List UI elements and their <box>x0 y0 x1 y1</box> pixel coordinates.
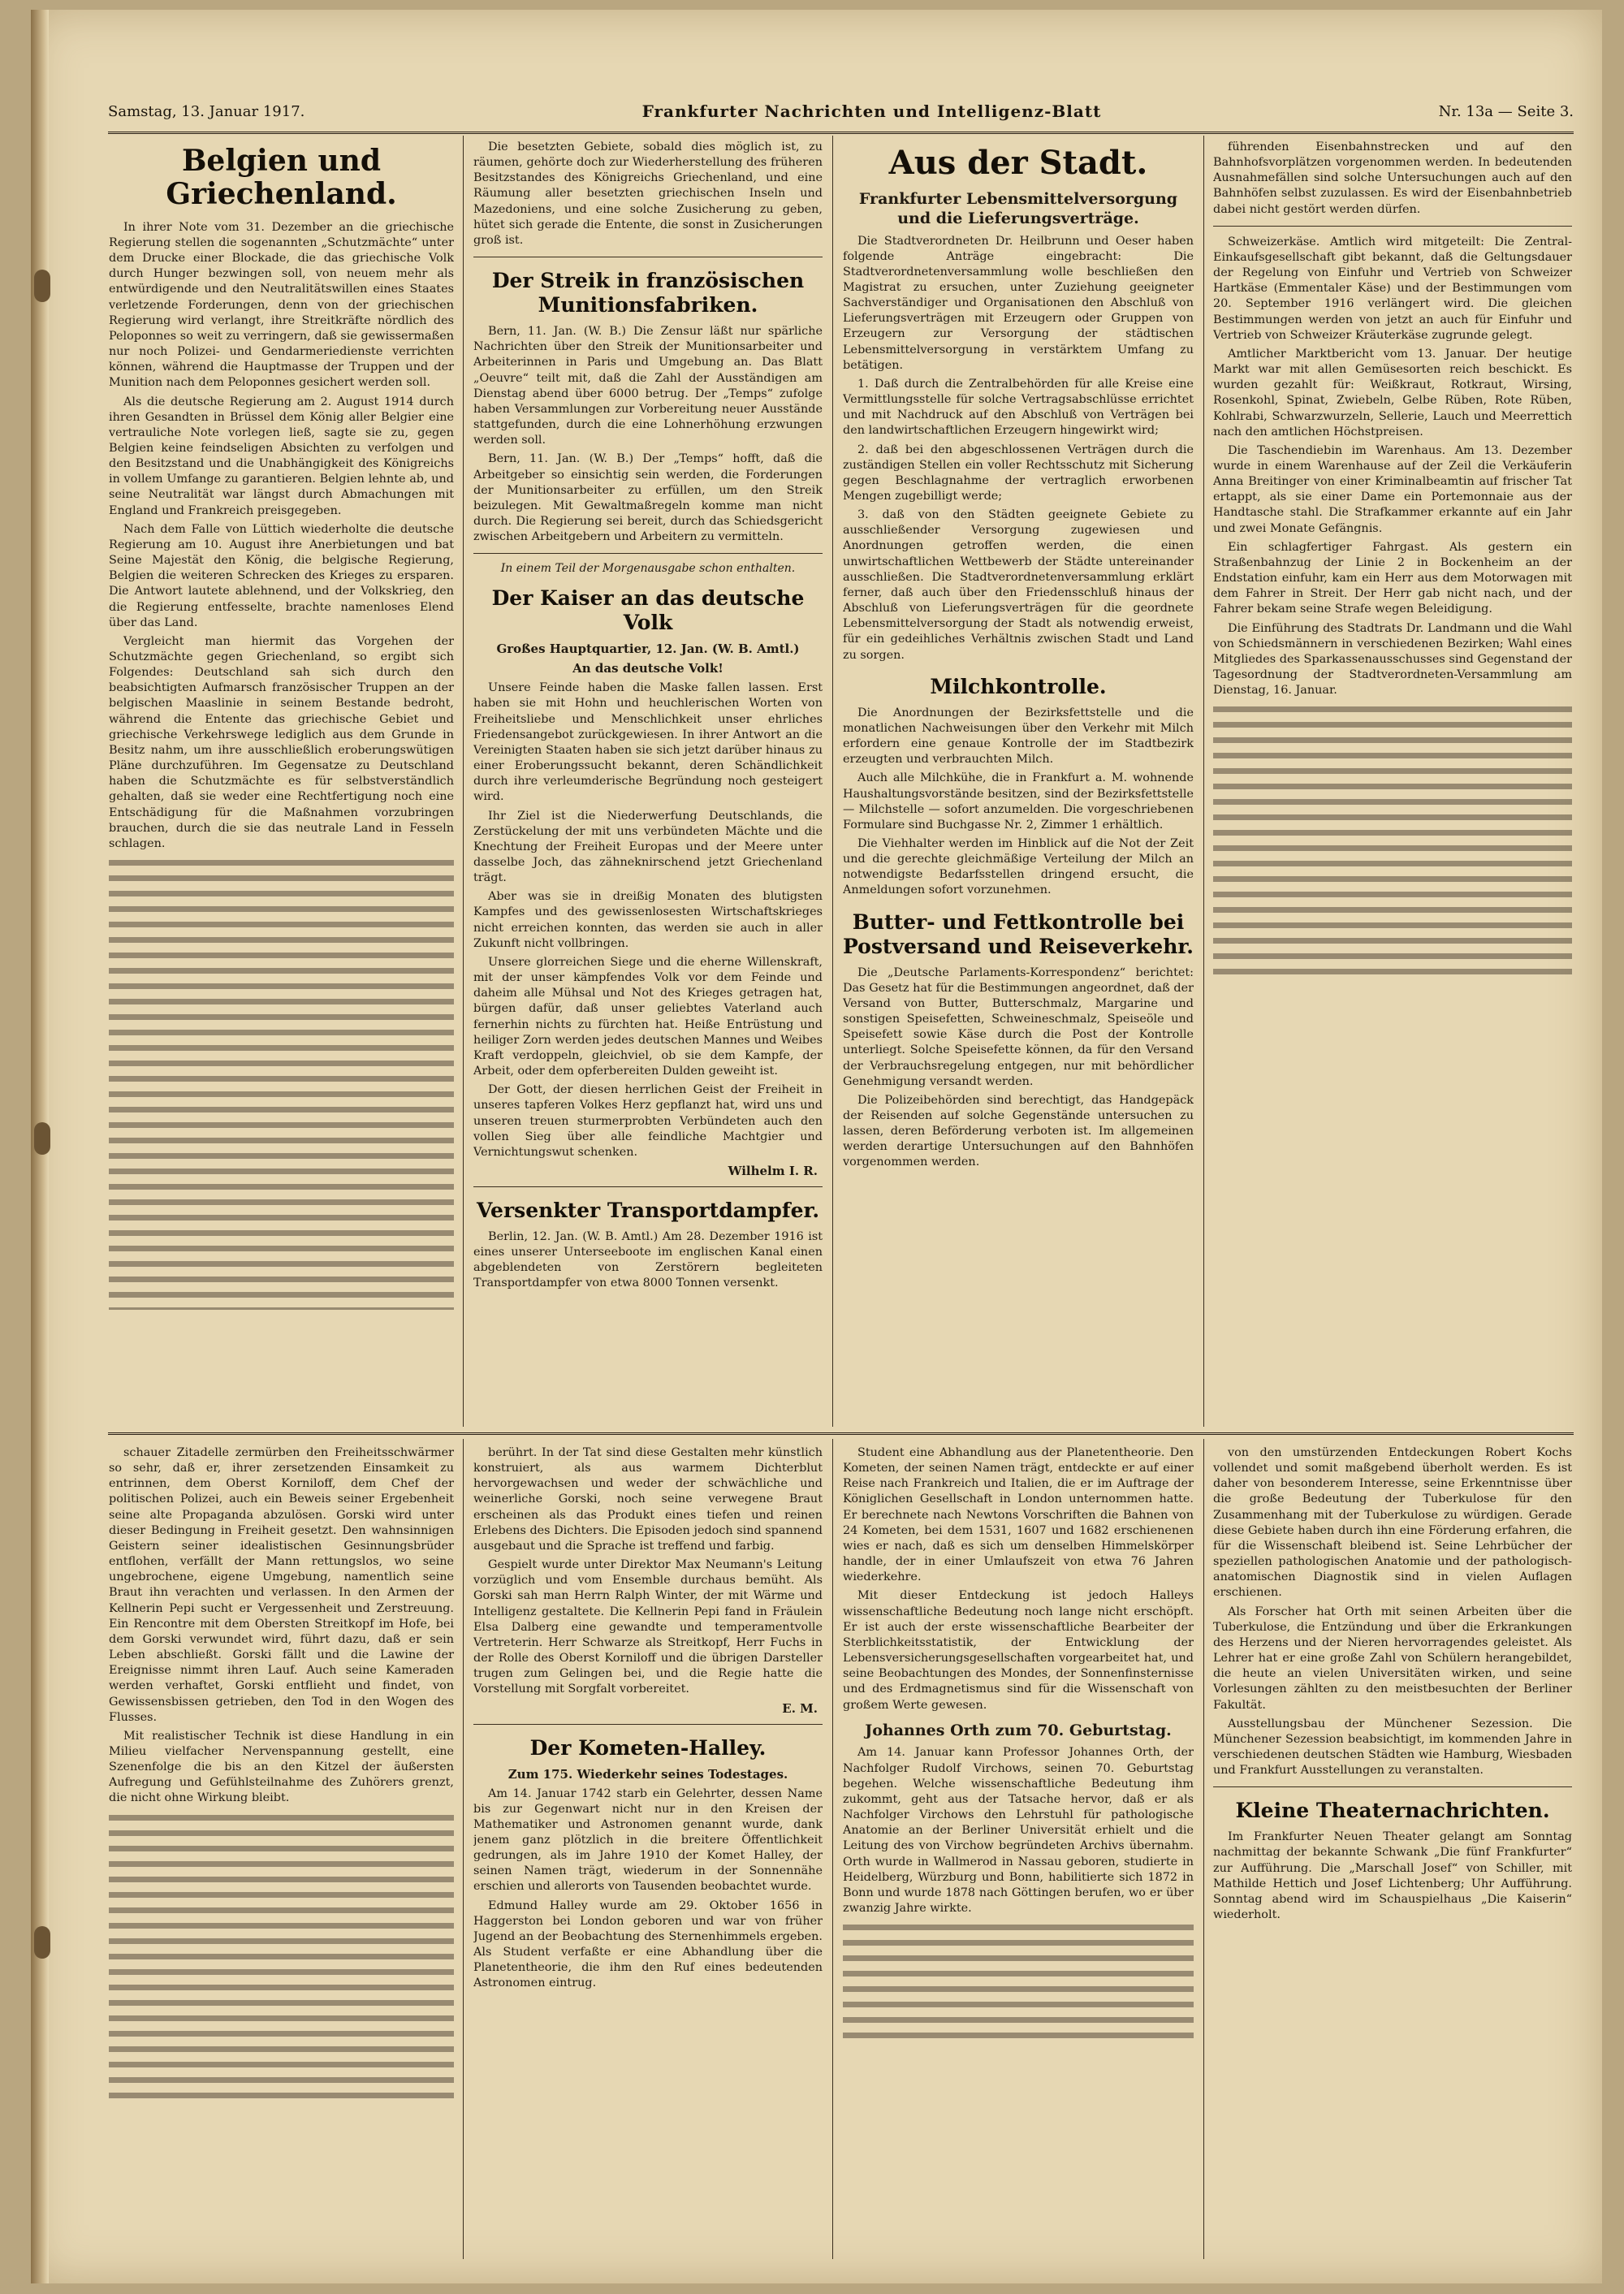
paragraph: Bern, 11. Jan. (W. B.) Die Zensur läßt nur spärliche Nachrichten über den Streik der Munitionsarbeiter und Arbeiterinnen in Paris und Umgebung an. Das Blatt „Oeuvre“ teilt mit, daß die Zahl der Ausständigen am Dienstag abend über 6000 betrug. Der „Temps“ zufolge haben Versammlungen zur Vorbereitung neuer Ausstände stattgefunden, durch die eine Lohnerhöhung erzwungen werden soll. <box>473 325 823 447</box>
paragraph: von den umstürzenden Entdeckungen Robert Kochs vollendet und somit maßgebend überholt werden. Es ist daher von besonderem Interesse, seine Erkenntnisse über die große Bedeutung der Tuberkulose für den Zusammenhang mit der Tuberkulose zu würdigen. Gerade diese Gebiete haben durch ihn eine Förderung erfahren, die für die Wissenschaft bleibend ist. Seine Lehrbücher der speziellen pathologischen Anatomie und der pathologisch-anatomischen Diagnostik sind in vielen Auflagen erschienen. <box>1213 1446 1572 1600</box>
headline-stadt: Aus der Stadt. <box>888 144 1148 182</box>
newspaper-title: Frankfurter Nachrichten und Intelligenz-Blatt <box>641 102 1102 121</box>
paragraph: Am 14. Januar kann Professor Johannes Orth, der Nachfolger Rudolf Virchows, seinen 70. Geburtstag begehen. Welche wissenschaftliche Bedeutung ihm zukommt, geht aus der Tatsache hervor, daß er als Nachfolger Virchows den Lehrstuhl für pathologische Anatomie an der Berliner Universität erhielt und die Leitung des von Virchow begründeten Archivs übernahm. Orth wurde in Wallmerod in Nassau geboren, studierte in Heidelberg, Würzburg und Bonn, habilitierte sich 1872 in Bonn und wurde 1878 nach Göttingen berufen, wo er über zwanzig Jahre wirkte. <box>843 1746 1194 1915</box>
feuilleton-column-4 <box>1213 1445 1572 2257</box>
paragraph: schauer Zitadelle zermürben den Freiheitsschwärmer so sehr, daß er, ihrer zersetzenden Einsamkeit zu entrinnen, dem Oberst Korniloff, dem Chef der politischen Polizei, auch ein Beweis seiner Ergebenheit seine alte Propaganda abzulösen. Gorski wird unter dieser Bedingung in Freiheit gesetzt. Den wahnsinnigen Geistern seiner idealistischen Gesinnungsbrüder entflohen, verfällt der Mann rettungslos, wo seine ungebrochene, eigene Umgebung, namentlich seine Braut ihn verachten und verlassen. In den Armen der Kellnerin Pepi sucht er Vergessenheit und Zerstreuung. Ein Rencontre mit dem Obersten Streitkopf im Hofe, bei dem Gorski verwundet wird, führt dazu, daß er sein Leben abschließt. Gorski fällt und die Lawine der Ereignisse nimmt ihren Lauf. Auch seine Kameraden werden verhaftet, Gorski entflieht und findet, von Gewissensbissen getrieben, den Tod in den Wogen des Flusses. <box>109 1446 454 1724</box>
text-block <box>843 1920 1194 2041</box>
binding-hole <box>34 270 50 302</box>
paragraph: Berlin, 12. Jan. (W. B. Amtl.) Am 28. Dezember 1916 ist eines unserer Unterseeboote im englischen Kanal einen abgeblendeten von Zerstörern begleiteten Transportdampfer von etwa 8000 Tonnen versenkt. <box>473 1229 823 1290</box>
binding-hole <box>34 1926 50 1959</box>
paragraph: Nach dem Falle von Lüttich wiederholte die deutsche Regierung am 10. August ihre Anerbietungen und bat Seine Majestät den König, die belgische Regierung, Belgien die weiteren Schrecken des Krieges zu ersparen. Die Antwort lautete ablehnend, und der Volkskrieg, den die Regierung entfesselte, brachte namenloses Elend über das Land. <box>109 522 454 629</box>
paragraph: Schweizerkäse. Amtlich wird mitgeteilt: Die Zentral-Einkaufsgesellschaft gibt bekannt, daß die Geltungsdauer der Regelung von Einfuhr und Vertrieb von Schweizer Hartkäse (Emmentaler Käse) und der Bestimmungen vom 20. September 1916 verlängert wird. Die gleichen Bestimmungen werden von jetzt an auch für Einfuhr und Vertrieb von Schweizer Kräuterkäse zugrunde gelegt. <box>1213 235 1572 342</box>
paragraph: Die Anordnungen der Bezirksfettstelle und die monatlichen Nachweisungen über den Verkehr mit Milch erfordern eine genaue Kontrolle der im Stadtbezirk erzeugten und verbrauchten Milch. <box>843 706 1194 767</box>
feuilleton-column-2 <box>473 1445 823 2257</box>
column-4 <box>1213 140 1572 1423</box>
paragraph: Student eine Abhandlung aus der Planetentheorie. Den Kometen, der seinen Namen trägt, entdeckte er auf einer Reise nach Frankreich und Italien, die er im Auftrage der Königlichen Gesellschaft in London unternommen hatte. Er berechnete nach Newtons Vorschriften die Bahnen von 24 Kometen, bei dem 1531, 1607 und 1682 erschienenen wies er nach, daß es sich um denselben Himmelskörper handle, der in einer Umlaufszeit von etwa 76 Jahren wiederkehre. <box>843 1446 1194 1584</box>
column-1 <box>109 140 454 1423</box>
paragraph: Im Frankfurter Neuen Theater gelangt am Sonntag nachmittag der bekannte Schwank „Die fünf Frankfurter“ zur Aufführung. Die „Marschall Josef“ von Schiller, mit Mathilde Hettich und Josef Lichtenberg; Uhr Aufführung. Sonntag abend wird im Schauspielhaus „Die Kaiserin“ wiederholt. <box>1213 1830 1572 1922</box>
paragraph: Ein schlagfertiger Fahrgast. Als gestern ein Straßenbahnzug der Linie 2 in Bockenheim an der Endstation einfuhr, kam ein Herr aus dem Motorwagen mit dem Fahrer in Streit. Der Herr gab nicht nach, und der Fahrer bekam seine Strafe wegen Beleidigung. <box>1213 540 1572 616</box>
headline-transportdampfer: Versenkter Transportdampfer. <box>476 1198 820 1222</box>
paragraph: Die Einführung des Stadtrats Dr. Landmann und die Wahl von Schiedsmännern in verschiedenen Bezirken; Wahl eines Mitgliedes des Sparkassenausschusses sind Gegenstand der Tagesordnung der Stadtverordneten-Versammlung am Dienstag, 16. Januar. <box>1213 621 1572 698</box>
paragraph: Die „Deutsche Parlaments-Korrespondenz“ berichtet: Das Gesetz hat für die Bestimmungen angeordnet, daß der Versand von Butter, Butterschmalz, Margarine und sonstigen Speisefetten, Schweineschmalz, Speiseöle und Speisefett sowie Käse durch die Post der Kontrolle unterliegt. Solche Speisefette können, da für den Versand der Verbrauchsregelung entgegen, nur mit behördlicher Genehmigung versandt werden. <box>843 966 1194 1088</box>
paragraph: Die besetzten Gebiete, sobald dies möglich ist, zu räumen, gehörte doch zur Wiederherstellung des früheren Besitzstandes des Königreichs Griechenland, und eine Räumung aller besetzten griechischen Inseln und Mazedoniens, und eine solche Zusicherung zu geben, hütet sich gerade die Entente, die sonst in Zusicherungen groß ist. <box>473 140 823 247</box>
paragraph: In ihrer Note vom 31. Dezember an die griechische Regierung stellen die sogenannten „Schutzmächte“ unter dem Drucke einer Blockade, die das griechische Volk durch Hunger bezwingen soll, von neuem mehr als entwürdigende und den Neutralitätswillen eines Staates verletzende Forderungen, denn von der griechischen Regierung wird verlangt, ihre Streitkräfte nördlich des Peloponnes so weit zu verringern, daß sie gewissermaßen nur noch Polizei- und Gendarmeriedienste verrichten können, während die Hauptmasse der Truppen und der Munition nach dem Peloponnes gesichert werden soll. <box>109 220 454 390</box>
headline-theater: Kleine Theaternachrichten. <box>1235 1799 1550 1823</box>
column-rule <box>463 1439 464 2259</box>
headline-orth: Johannes Orth zum 70. Geburtstag. <box>865 1721 1172 1739</box>
column-rule <box>832 1439 833 2259</box>
headline-milchkontrolle: Milchkontrolle. <box>930 674 1107 698</box>
page-number: Nr. 13a — Seite 3. <box>1438 102 1574 120</box>
paragraph: Ihr Ziel ist die Niederwerfung Deutschlands, die Zerstückelung der mit uns verbündeten Mächte und die Knechtung der Freiheit Europas und der Meere unter dasselbe Joch, das zähneknirschend jetzt Griechenland trägt. <box>473 809 823 885</box>
paragraph: Bern, 11. Jan. (W. B.) Der „Temps“ hofft, daß die Arbeitgeber so einsichtig sein werden, die Forderungen der Munitionsarbeiter zu erfüllen, um den Streik beizulegen. Mit Gewaltmaßregeln komme man nicht durch. Die Regierung sei bereit, durch das Schiedsgericht zwischen Arbeitgebern und Arbeitern zu vermitteln. <box>473 452 823 544</box>
paragraph: Auch alle Milchkühe, die in Frankfurt a. M. wohnende Haushaltungsvorstände besitzen, sind der Bezirksfettstelle — Milchstelle — sofort anzumelden. Die vorgeschriebenen Formulare sind Buchgasse Nr. 2, Zimmer 1 erhältlich. <box>843 771 1194 832</box>
paragraph: Edmund Halley wurde am 29. Oktober 1656 in Haggerston bei London geboren und war von früher Jugend an der Beobachtung des Sternenhimmels ergeben. Als Student verfaßte er eine Abhandlung über die Planetentheorie, die ihm den Ruf eines bedeutenden Astronomen eintrug. <box>473 1899 823 1990</box>
paragraph: Als Forscher hat Orth mit seinen Arbeiten über die Tuberkulose, die Entzündung und über die Erkrankungen des Herzens und der Nieren hervorragendes geleistet. Als Lehrer hat er eine große Zahl von Schülern herangebildet, die heute an vielen Universitäten wirken, und seine Vorlesungen zählten zu den meistbesuchten der Berliner Fakultät. <box>1213 1605 1572 1712</box>
paragraph: Die Viehhalter werden im Hinblick auf die Not der Zeit und die gerechte gleichmäßige Verteilung der Milch an notwendigste Bedarfsstellen dringend ersucht, die Anmeldungen sofort vorzunehmen. <box>843 836 1194 897</box>
headline-belgien: Belgien und Griechenland. <box>166 144 397 212</box>
column-rule <box>463 136 464 1427</box>
paragraph: führenden Eisenbahnstrecken und auf den Bahnhofsvorplätzen vorgenommen werden. In bedeutenden Ausnahmefällen sind solche Untersuchungen auch auf den Bahnhöfen selbst zuzulassen. Es wird der Eisenbahnbetrieb dabei nicht gestört werden dürfen. <box>1213 140 1572 216</box>
column-rule <box>1203 1439 1204 2259</box>
paragraph: Unsere glorreichen Siege und die eherne Willenskraft, mit der unser kämpfendes Volk vor dem Feinde und daheim alle Mühsal und Not des Krieges getragen hat, bürgen dafür, daß unser geliebtes Vaterland auch fernerhin nichts zu fürchten hat. Heiße Entrüstung und heiliger Zorn werden jedes deutschen Mannes und Weibes Kraft verdoppeln, gleichviel, ob sie dem Kampfe, der Arbeit, oder dem opferbereiten Dulden geweiht ist. <box>473 955 823 1078</box>
headline-kaiser: Der Kaiser an das deutsche Volk <box>491 586 805 635</box>
paragraph: Die Stadtverordneten Dr. Heilbrunn und Oeser haben folgende Anträge eingebracht: Die Stadtverordnetenversammlung wolle beschließen den Magistrat zu ersuchen, unter Zuziehung geeigneter Sachverständiger und Organisationen den Abschluß von Lieferungsverträgen mit Erzeugern oder Gruppen von Erzeugern zur Versorgung der städtischen Lebensmittelversorgung in verstärktem Umfang zu betätigen. <box>843 234 1194 372</box>
paragraph: Vergleicht man hiermit das Vorgehen der Schutzmächte gegen Griechenland, so ergibt sich Folgendes: Deutschland sah sich durch den beabsichtigten Aufmarsch französischer Truppen an der belgischen Maaslinie in seinem Bestande bedroht, während die Entente das griechische Gebiet und griechische Verkehrswege lediglich aus dem Grunde in Besitz nahm, um ihre ausschließlich eroberungswütigen Pläne durchzuführen. Im Gegensatze zu Deutschland haben die Schutzmächte es für selbstverständlich gehalten, daß sie weder eine Rechtfertigung noch eine Entschädigung für die Maßnahmen vorzubringen brauchen, durch die sie das neutrale Land in Fesseln schlagen. <box>109 634 454 850</box>
feuilleton-column-1 <box>109 1445 454 2257</box>
paragraph: Die Taschendiebin im Warenhaus. Am 13. Dezember wurde in einem Warenhause auf der Zeil die Verkäuferin Anna Breitinger von einer Kriminalbeamtin auf frischer Tat ertappt, als sie einer Dame ein Portemonnaie aus der Handtasche stahl. Die Strafkammer erkannte auf ein Jahr und zwei Monate Gefängnis. <box>1213 443 1572 535</box>
paragraph: 3. daß von den Städten geeignete Gebiete zu ausschließender Versorgung zugewiesen und Anordnungen getroffen werden, die einen unwirtschaftlichen Wettbewerb der Städte untereinander ausschließen. Die Stadtverordnetenversammlung erklärt ferner, daß auch über den Friedensschluß hinaus der Abschluß von Lieferungsverträgen für die geordnete Lebensmittelversorgung der Stadt als notwendig erweist, für ein gedeihliches Verhältnis zwischen Stadt und Land zu sorgen. <box>843 508 1194 662</box>
text-block <box>1213 702 1572 978</box>
paragraph: Aber was sie in dreißig Monaten des blutigsten Kampfes und des gewissenlosesten Wirtschaftskrieges nicht erreichen konnten, das werden sie auch in aller Zukunft nicht vollbringen. <box>473 890 823 950</box>
headline-komet: Der Kometen-Halley. <box>529 1735 767 1760</box>
headline-streik: Der Streik in französischen Munitionsfabriken. <box>491 269 805 318</box>
text-block <box>109 1810 454 2102</box>
section-rule <box>1213 1786 1572 1787</box>
author-initials: E. M. <box>782 1700 818 1716</box>
paragraph: Die Polizeibehörden sind berechtigt, das Handgepäck der Reisenden auf solche Gegenstände untersuchen zu lassen, deren Beförderung verboten ist. Im allgemeinen werden derartige Untersuchungen auf den Bahnhöfen vorgenommen werden. <box>843 1093 1194 1169</box>
paragraph: Gespielt wurde unter Direktor Max Neumann's Leitung vorzüglich und vom Ensemble durchaus bemüht. Als Gorski sah man Herrn Ralph Winter, der mit Wärme und Intelligenz gestaltete. Die Kellnerin Pepi fand in Fräulein Elsa Dalberg eine gewandte und temperamentvolle Vertreterin. Herr Schwarze als Streitkopf, Herr Fuchs in der Rolle des Oberst Korniloff und die übrigen Darsteller trugen zum Gelingen bei, und die Regie hatte die Vorstellung mit Sorgfalt vorbereitet. <box>473 1558 823 1696</box>
paragraph: Der Gott, der diesen herrlichen Geist der Freiheit in unseres tapferen Volkes Herz gepflanzt hat, wird uns und unseren treuen sturmerprobten Verbündeten auch den vollen Sieg über alle feindliche Machtgier und Vernichtungswut schenken. <box>473 1083 823 1159</box>
binding-hole <box>34 1122 50 1155</box>
subheadline: Frankfurter Lebensmittelversorgung und die Lieferungsverträge. <box>858 190 1178 227</box>
address: An das deutsche Volk! <box>572 661 723 676</box>
column-rule <box>832 136 833 1427</box>
newspaper-page <box>31 10 1602 2283</box>
paragraph: Mit realistischer Technik ist diese Handlung in ein Milieu vielfacher Nervenspannung gestellt, eine Szenenfolge die bis an den Kitzel der äußersten Aufregung und Gefühlsteilnahme des Zuhörers grenzt, die nicht ohne Wirkung bleibt. <box>109 1729 454 1805</box>
paragraph: 1. Daß durch die Zentralbehörden für alle Kreise eine Vermittlungsstelle für solche Vertragsabschlüsse errichtet und mit Nachdruck auf den Abschluß von Verträgen bei den landwirtschaftlichen Erzeugern hingewirkt wird; <box>843 377 1194 438</box>
feuilleton-column-3 <box>843 1445 1194 2257</box>
feuilleton-rule <box>108 1432 1574 1435</box>
edition-note: In einem Teil der Morgenausgabe schon enthalten. <box>500 562 796 576</box>
paragraph: 2. daß bei den abgeschlossenen Verträgen durch die zuständigen Stellen ein voller Rechtsschutz mit Sicherung gegen Beschlagnahme der vertraglich erworbenen Mengen zugebilligt werde; <box>843 443 1194 503</box>
paragraph: Amtlicher Marktbericht vom 13. Januar. Der heutige Markt war mit allen Gemüsesorten reich beschickt. Es wurden gezahlt für: Weißkraut, Rotkraut, Wirsing, Rosenkohl, Spinat, Zwiebeln, Gelbe Rüben, Rote Rüben, Kohlrabi, Schwarzwurzeln, Sellerie, Lauch und Meerrettich nach den amtlichen Höchstpreisen. <box>1213 347 1572 438</box>
section-rule <box>473 553 823 554</box>
text-block <box>109 855 454 1310</box>
section-rule <box>473 1186 823 1187</box>
masthead <box>108 93 1574 130</box>
paragraph: Am 14. Januar 1742 starb ein Gelehrter, dessen Name bis zur Gegenwart nicht nur in den Kreisen der Mathematiker und Astronomen genannt wurde, dank jenem ganz plötzlich in die breitere Öffentlichkeit gedrungen, als im Jahre 1910 der Komet Halley, der seinen Namen trägt, wiederum in der Sonnennähe erschien und allerorts von Tausenden beobachtet wurde. <box>473 1786 823 1894</box>
paragraph: Mit dieser Entdeckung ist jedoch Halleys wissenschaftliche Bedeutung noch lange nicht erschöpft. Er ist auch der erste wissenschaftliche Bearbeiter der Sterblichkeitsstatistik, der Entwicklung der Lebensversicherungsgesellschaften vorgearbeitet hat, und seine Beobachtungen des Mondes, der Sonnenfinsternisse und des Erdmagnetismus sind für die Wissenschaft von großem Werte gewesen. <box>843 1589 1194 1712</box>
dateline: Großes Hauptquartier, 12. Jan. (W. B. Amtl.) <box>496 642 800 657</box>
column-2 <box>473 140 823 1423</box>
column-3 <box>843 140 1194 1423</box>
paragraph: Ausstellungsbau der Münchener Sezession. Die Münchener Sezession beabsichtigt, im kommenden Jahre in verschiedenen deutschen Städten wie Hamburg, Wiesbaden und Frankfurt Ausstellungen zu veranstalten. <box>1213 1717 1572 1778</box>
masthead-rule <box>108 132 1574 134</box>
paragraph: Unsere Feinde haben die Maske fallen lassen. Erst haben sie mit Hohn und heuchlerischen Worten von Freiheitsliebe und Menschlichkeit unser ehrliches Friedensangebot zurückgewiesen. In ihrer Antwort an die Vereinigten Staaten haben sie sich jetzt darüber hinaus zu einer Eroberungssucht bekannt, deren Schändlichkeit durch ihre verleumderische Begründung noch gesteigert wird. <box>473 681 823 804</box>
headline-fettkontrolle: Butter- und Fettkontrolle bei Postversand und Reiseverkehr. <box>843 909 1194 958</box>
section-rule <box>1213 226 1572 227</box>
subheadline: Zum 175. Wiederkehr seines Todestages. <box>508 1766 788 1782</box>
column-rule <box>1203 136 1204 1427</box>
paragraph: berührt. In der Tat sind diese Gestalten mehr künstlich konstruiert, als aus warmem Dichterblut hervorgewachsen und weder der schwächliche und weinerliche Gorski, noch seine verwegene Braut erscheinen als das Produkt eines tiefen und reinen Erlebens des Dichters. Die Episoden jedoch sind spannend ausgebaut und die Sprache ist treffend und farbig. <box>473 1446 823 1553</box>
paragraph: Als die deutsche Regierung am 2. August 1914 durch ihren Gesandten in Brüssel dem König aller Belgier eine vertrauliche Note vorlegen ließ, sagte sie zu, gegen Belgien keine feindseligen Absichten zu verfolgen und den Besitzstand und die Unabhängigkeit des Königreichs in vollem Umfange zu garantieren. Belgien lehnte ab, und seine Neutralität war längst durch Abmachungen mit England und Frankreich preisgegeben. <box>109 395 454 517</box>
section-rule <box>473 1724 823 1725</box>
signature: Wilhelm I. R. <box>728 1163 818 1178</box>
issue-date: Samstag, 13. Januar 1917. <box>108 102 305 120</box>
